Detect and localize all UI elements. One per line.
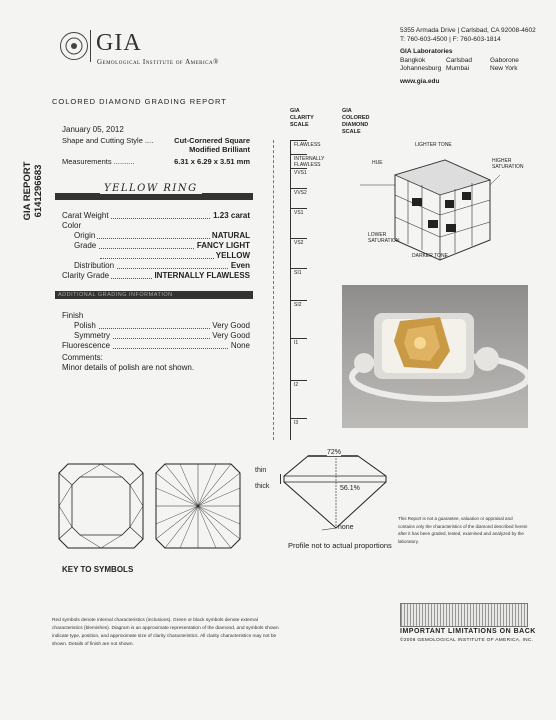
clarity-scale-tick <box>291 418 307 419</box>
clarity-scale-grade: SI1 <box>294 270 302 276</box>
comments-label: Comments: <box>62 353 103 362</box>
clarity-scale-tick <box>291 338 307 339</box>
comments-value: Minor details of polish are not shown. <box>62 363 195 372</box>
clarity-scale-tick <box>291 268 307 269</box>
depth-percentage: 56.1% <box>340 485 360 492</box>
symmetry-value: Very Good <box>212 331 250 340</box>
girdle-thick-label: thick <box>255 483 270 490</box>
clarity-scale-title-3: SCALE <box>290 122 309 128</box>
lab-mumbai: Mumbai <box>446 65 470 72</box>
clarity-scale-grade: SI2 <box>294 302 302 308</box>
limitations-title: IMPORTANT LIMITATIONS ON BACK <box>400 628 536 635</box>
report-vertical-id: GIA REPORT 6141296683 <box>22 161 44 221</box>
copyright: ©2008 GEMOLOGICAL INSTITUTE OF AMERICA, INC. <box>400 638 534 643</box>
shape-value-1: Cut-Cornered Square <box>174 136 250 145</box>
color-scale-lighter-tone: LIGHTER TONE <box>415 142 452 148</box>
clarity-scale <box>290 140 325 440</box>
report-date: January 05, 2012 <box>62 125 124 134</box>
carat-label: Carat Weight <box>62 211 109 220</box>
distribution-label: Distribution <box>74 261 115 270</box>
logo-text: GIA <box>96 30 142 56</box>
report-title: COLORED DIAMOND GRADING REPORT <box>52 97 227 106</box>
distribution-value: Even <box>230 261 250 270</box>
origin-row <box>74 231 250 241</box>
fluorescence-value: None <box>230 341 250 350</box>
clarity-scale-grade: FLAWLESS <box>294 142 321 148</box>
polish-value: Very Good <box>212 321 250 330</box>
polish-row <box>74 321 250 331</box>
profile-diagram <box>280 454 390 534</box>
footer-note: Red symbols denote internal characteristics (inclusions). Green or black symbols denote external characteristics (blemishes). Diagram is an approximate representation of the diamond, and symbols shown indicate type, position, and approximate size of clarity characteristics. All clarity characteristics may not be shown. Details of finish are not shown. <box>52 618 279 647</box>
crown-plot-diagram <box>58 463 144 549</box>
labs-row-1 <box>400 57 540 65</box>
logo-divider <box>90 30 91 62</box>
color-scale-title-4: SCALE <box>342 129 361 135</box>
address-line: 5355 Armada Drive | Carlsbad, CA 92008-4602 <box>400 27 536 34</box>
shape-label: Shape and Cutting Style .... <box>62 136 154 145</box>
symmetry-row <box>74 331 250 341</box>
pavilion-plot-diagram <box>155 463 241 549</box>
carat-row <box>62 211 250 221</box>
clarity-scale-grade: VVS2 <box>294 190 307 196</box>
lab-gaborone: Gaborone <box>490 57 519 64</box>
clarity-scale-grade: I1 <box>294 340 299 346</box>
grade-value-2: YELLOW <box>215 251 250 260</box>
shape-value-2: Modified Brilliant <box>189 145 250 154</box>
clarity-scale-title <box>290 108 314 129</box>
clarity-scale-tick <box>291 154 307 155</box>
fluorescence-row <box>62 341 250 351</box>
grade-label: Grade <box>74 241 97 250</box>
clarity-value: INTERNALLY FLAWLESS <box>154 271 250 280</box>
key-to-symbols: KEY TO SYMBOLS <box>62 565 134 574</box>
handwritten-note: YELLOW RING <box>100 183 202 194</box>
phone-line: T: 760-603-4500 | F: 760-603-1814 <box>400 36 501 43</box>
origin-value: NATURAL <box>211 231 250 240</box>
clarity-scale-tick <box>291 380 307 381</box>
website: www.gia.edu <box>400 78 440 85</box>
color-scale-title <box>342 108 370 136</box>
clarity-scale-tick <box>291 168 307 169</box>
distribution-row <box>74 261 250 271</box>
symmetry-label: Symmetry <box>74 331 110 340</box>
clarity-scale-grade: I3 <box>294 420 299 426</box>
finish-title: Finish <box>62 311 84 320</box>
lab-new-york: New York <box>490 65 518 72</box>
clarity-scale-tick <box>291 300 307 301</box>
color-scale-title-3: DIAMOND <box>342 122 369 128</box>
clarity-scale-grade: I2 <box>294 382 299 388</box>
labs-title: GIA Laboratories <box>400 48 453 55</box>
grade-row-2 <box>100 251 250 261</box>
color-scale-title-1: GIA <box>342 108 352 114</box>
gia-seal-icon <box>60 32 88 60</box>
grade-value-1: FANCY LIGHT <box>196 241 250 250</box>
clarity-scale-side-marks <box>273 140 274 440</box>
table-percentage: 72% <box>327 449 342 456</box>
clarity-scale-grade: VVS1 <box>294 170 307 176</box>
color-scale-darker-tone: DARKER TONE <box>412 253 448 259</box>
origin-label: Origin <box>74 231 96 240</box>
profile-caption: Profile not to actual proportions <box>288 541 392 550</box>
disclaimer-text: This Report is not a guarantee, valuation or appraisal and contains only the characteristics of the diamond described herein after it has been graded, tested, examined and analyzed by the laboratory. <box>398 516 528 544</box>
color-label: Color <box>62 221 82 230</box>
culet-label: none <box>338 524 354 531</box>
carat-value: 1.23 carat <box>213 211 250 220</box>
polish-label: Polish <box>74 321 96 330</box>
lab-carlsbad: Carlsbad <box>446 57 473 64</box>
color-scale-title-2: COLORED <box>342 115 370 121</box>
institute-name: Gemological Institute of America® <box>97 58 219 66</box>
labs-row-2 <box>400 65 540 73</box>
grade-row <box>74 241 250 251</box>
grading-results-bar <box>55 193 253 200</box>
fluorescence-label: Fluorescence <box>62 341 111 350</box>
measurements-value: 6.31 x 6.29 x 3.51 mm <box>174 157 250 166</box>
clarity-scale-grade: VS1 <box>294 210 304 216</box>
clarity-scale-tick <box>291 208 307 209</box>
girdle-thin-label: thin <box>255 467 267 474</box>
clarity-row <box>62 271 250 281</box>
lab-bangkok: Bangkok <box>400 57 426 64</box>
clarity-scale-grade: VS2 <box>294 240 304 246</box>
clarity-scale-tick <box>291 188 307 189</box>
clarity-scale-tick <box>291 238 307 239</box>
color-scale-higher-saturation: HIGHER SATURATION <box>492 158 524 170</box>
clarity-label: Clarity Grade <box>62 271 110 280</box>
lab-johannesburg: Johannesburg <box>400 65 442 72</box>
color-scale-lower-saturation: LOWER SATURATION <box>368 232 400 244</box>
clarity-scale-title-2: CLARITY <box>290 115 314 121</box>
measurements-label: Measurements .......... <box>62 157 135 166</box>
barcode-strip <box>400 603 528 627</box>
ring-photo <box>342 285 528 428</box>
clarity-scale-grade: INTERNALLY FLAWLESS <box>294 156 325 168</box>
additional-info-label: ADDITIONAL GRADING INFORMATION <box>58 292 173 298</box>
color-scale-hue: HUE <box>372 160 383 166</box>
clarity-scale-tick <box>291 140 307 141</box>
clarity-scale-title-1: GIA <box>290 108 300 114</box>
